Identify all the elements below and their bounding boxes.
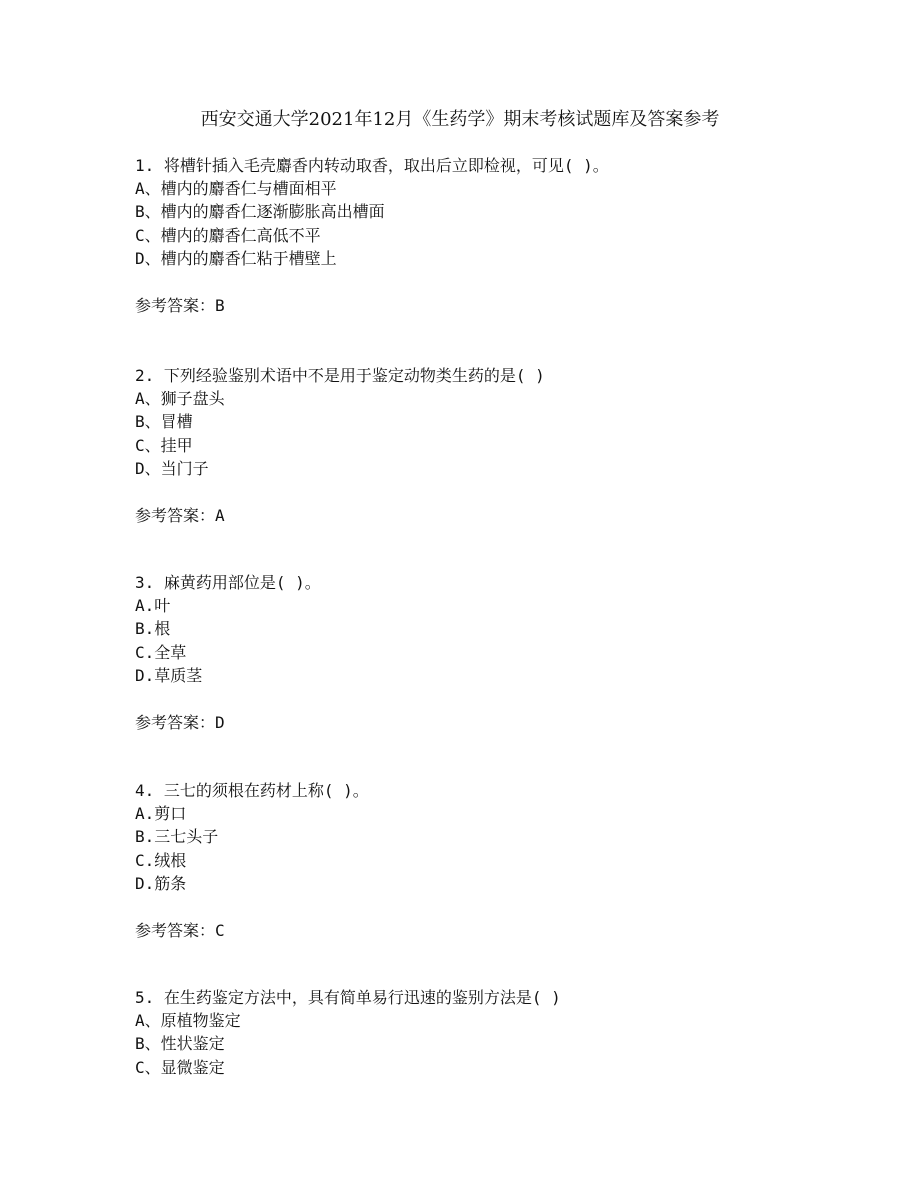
option-a: A、槽内的麝香仁与槽面相平: [135, 179, 337, 199]
option-b: B.三七头子: [135, 827, 219, 847]
option-d: D.筋条: [135, 873, 187, 893]
option-b: B、冒槽: [135, 412, 193, 432]
option-b: B.根: [135, 619, 171, 639]
question-1: [135, 154, 895, 317]
question-3: [135, 571, 895, 734]
question-stem: 1. 将槽针插入毛壳麝香内转动取香，取出后立即检视，可见( )。: [135, 156, 609, 175]
question-2: [135, 364, 895, 527]
option-d: D.草质茎: [135, 665, 203, 685]
option-a: A.叶: [135, 596, 171, 616]
reference-answer: 参考答案：B: [135, 296, 225, 316]
option-c: C、槽内的麝香仁高低不平: [135, 225, 321, 245]
question-stem: 2. 下列经验鉴别术语中不是用于鉴定动物类生药的是( ): [135, 366, 545, 385]
question-stem: 5. 在生药鉴定方法中，具有简单易行迅速的鉴别方法是( ): [135, 988, 561, 1007]
option-b: B、性状鉴定: [135, 1034, 225, 1054]
option-a: A、狮子盘头: [135, 389, 225, 409]
question-stem: 4. 三七的须根在药材上称( )。: [135, 781, 369, 800]
option-a: A.剪口: [135, 804, 187, 824]
reference-answer: 参考答案：C: [135, 921, 225, 941]
option-c: C、挂甲: [135, 435, 193, 455]
question-5: [135, 986, 895, 1079]
option-c: C.绒根: [135, 850, 187, 870]
option-c: C、显微鉴定: [135, 1057, 225, 1077]
document-title: 西安交通大学2021年12月《生药学》期末考核试题库及答案参考: [200, 109, 720, 130]
option-a: A、原植物鉴定: [135, 1011, 241, 1031]
reference-answer: 参考答案：A: [135, 506, 225, 526]
reference-answer: 参考答案：D: [135, 713, 225, 733]
question-4: [135, 779, 895, 942]
option-b: B、槽内的麝香仁逐渐膨胀高出槽面: [135, 202, 385, 222]
question-stem: 3. 麻黄药用部位是( )。: [135, 573, 321, 592]
option-d: D、槽内的麝香仁粘于槽壁上: [135, 248, 337, 268]
option-c: C.全草: [135, 642, 187, 662]
option-d: D、当门子: [135, 458, 209, 478]
